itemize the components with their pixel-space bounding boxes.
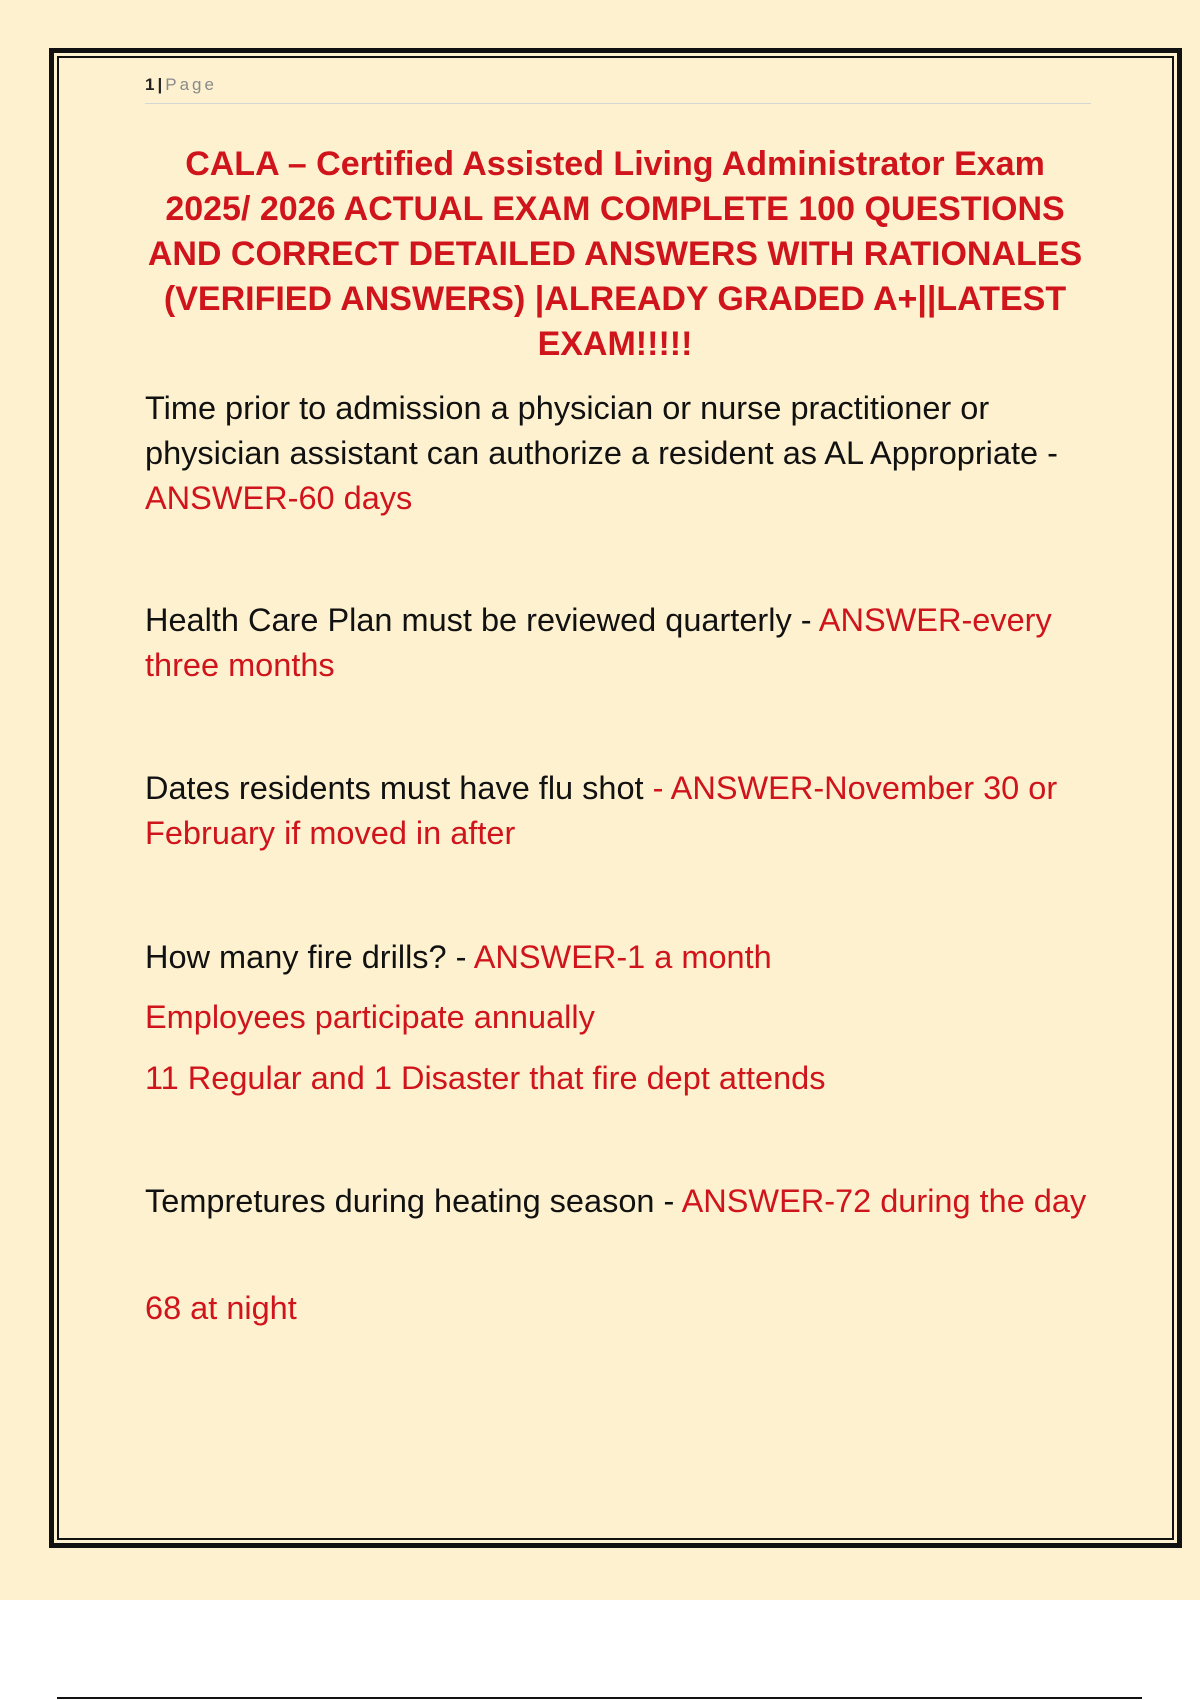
page-label: Page [165,75,217,94]
qa-item-1 [145,386,1095,521]
answer-extra-line: Employees participate annually [145,999,595,1035]
answer-text: ANSWER-1 a month [473,939,772,975]
answer-text: ANSWER-72 during the day [681,1183,1087,1219]
page-number: 1 [145,75,155,94]
answer-text: - ANSWER-November 30 or February if moved in after [145,770,1058,851]
footer-rule [57,1697,1142,1699]
answer-text: ANSWER-every three months [145,602,1052,683]
page-header [145,75,1091,104]
question-text: Tempretures during heating season - [145,1183,682,1219]
qa-item-2 [145,598,1095,688]
question-text: How many fire drills? - [145,939,474,975]
qa-item-3 [145,766,1095,856]
document-title: CALA – Certified Assisted Living Administrator Exam 2025/ 2026 ACTUAL EXAM COMPLETE 100 QUESTIONS AND CORRECT DETAILED ANSWERS WITH RATIONALES (VERIFIED ANSWERS) |ALREADY GRADED A+||LATEST EXAM!!!!! [147,145,1083,363]
question-text: Time prior to admission a physician or nurse practitioner or physician assistant can authorize a resident as AL Appropriate - [145,390,1058,471]
qa-item-4 [145,935,1095,980]
answer-text: ANSWER-60 days [145,480,413,516]
question-text: Health Care Plan must be reviewed quarterly - [145,602,819,638]
question-text: Dates residents must have flu shot [145,770,653,806]
qa-item-5 [145,1179,1095,1224]
page-separator: | [157,75,163,94]
answer-extra-line: 68 at night [145,1290,297,1326]
answer-extra-line: 11 Regular and 1 Disaster that fire dept attends [145,1060,826,1096]
